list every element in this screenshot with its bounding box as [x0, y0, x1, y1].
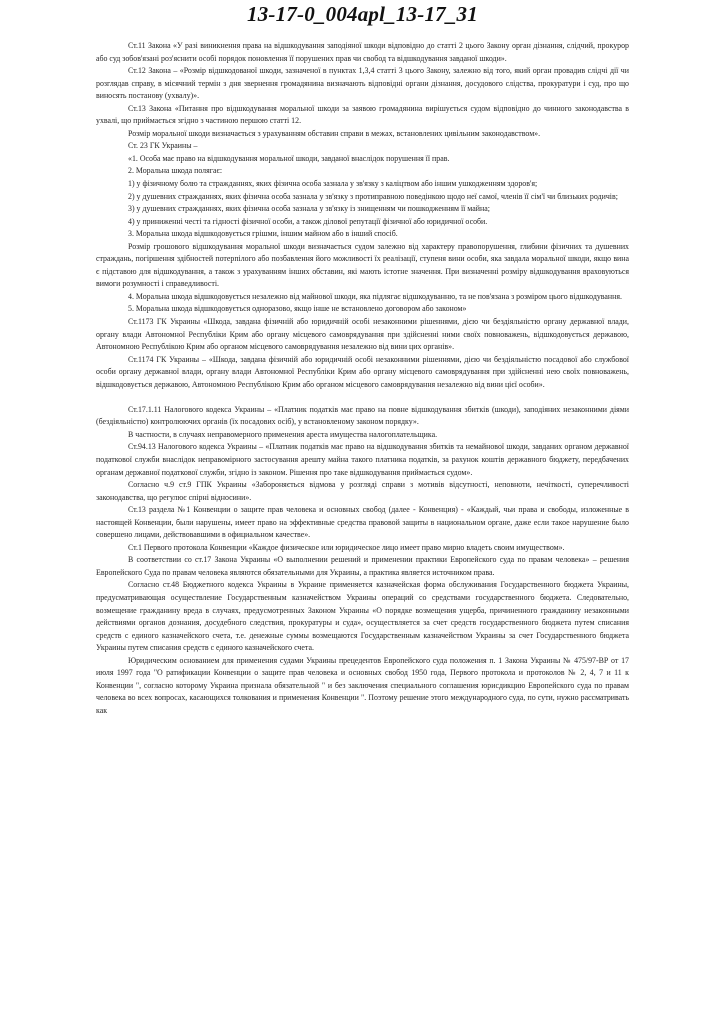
- paragraph: Согласно ч.9 ст.9 ГПК Украины «Забороняється відмова у розгляді справи з мотивів відсутності, неповноти, нечіткості, суперечливості законодавства, що регулює спірні відносини».: [96, 480, 629, 502]
- paragraph: 5. Моральна шкода відшкодовується одноразово, якщо інше не встановлено договором або законом»: [128, 304, 467, 314]
- paragraph: Ст.13 раздела №1 Конвенции о защите прав человека и основных свобод (далее - Конвенция) - «Каждый, чьи права и свободы, изложенные в настоящей Конвенции, были нарушены, имеет право на эффективные средства правовой защиты в национальном органе, даже если такое нарушение было совершено лицами, действовавшими в официальном качестве».: [96, 505, 629, 540]
- paragraph: 2) у душевних стражданнях, яких фізична особа зазнала у зв'язку з протиправною поведінкою щодо неї самої, членів її сім'ї чи близьких родичів;: [128, 191, 618, 201]
- paragraph: Ст.17.1.11 Налогового кодекса Украины – «Платник податків має право на повне відшкодування збитків (шкоди), заподіяних незаконними діями (бездіяльністю) контролюючих органів (їх посадових осіб), у встановленому законом порядку».: [96, 404, 629, 427]
- paragraph: Розмір грошового відшкодування моральної шкоди визначається судом залежно від характеру правопорушення, глибини фізичних та душевних страждань, погіршення здібностей потерпілого або позбавлення його можливості їх реалізації, ступеня вини особи, яка завдала моральної шкоди, якщо вина є підставою для відшкодування, а також з урахуванням інших обставин, які мають істотне значення. При визначенні розміру відшкодування враховуються вимоги розумності і справедливості.: [96, 241, 629, 289]
- paragraph: Юридическим основанием для применения судами Украины прецедентов Европейского суда положения п. 1 Закона Украины № 475/97-ВР от 17 июля 1997 года "О ратификации Конвенции о защите прав человека и основных свобод 1950 года, Первого протокола и протоколов № 2, 4, 7 и 11 к Конвенции ", согласно которому Украина признала обязательной " и без заключения специального соглашения юрисдикцию Европейского суда по правам человека во всех вопросах, касающихся толкования и применения Конвенции ". Поэтому решение этого международного суда, по сути, нужно рассматривать как: [96, 655, 629, 715]
- paragraph: Согласно ст.48 Бюджетного кодекса Украины в Украине применяется казначейская форма обслуживания Государственного бюджета Украины, предусматривающая осуществление Государственным казначейством Украины операций со средствами государственного бюджета. Следовательно, возмещение гражданину вреда в случаях, предусмотренных Законом Украины «О порядке возмещения ущерба, причиненного гражданину незаконными действиями органов дознания, досудебного следствия, прокуратуры и суда», осуществляется за счет средств государственного бюджета путем списания средств с единого казначейского счета, т.е. денежные суммы возмещаются Государственным казначейством Украины за счет Государственного бюджета Украины путем списания средств с единого казначейского счета.: [96, 580, 629, 653]
- paragraph: Розмір моральної шкоди визначається з урахуванням обставин справи в межах, встановлених цивільним законодавством».: [128, 128, 541, 138]
- paragraph: Ст.1174 ГК Украины – «Шкода, завдана фізичній або юридичній особі незаконними рішеннями, дією чи бездіяльністю посадової або службової особи органу державної влади, органу влади Автономної Республіки Крим або органу місцевого самоврядування при здійсненні нею своїх повноважень, відшкодовується державою, Автономною Республікою Крим або органом місцевого самоврядування незалежно від вини цієї особи».: [96, 354, 629, 389]
- paragraph: Ст.1173 ГК Украины «Шкода, завдана фізичній або юридичній особі незаконними рішеннями, дією чи бездіяльністю органу державної влади, органу влади Автономної Республіки Крим або органу місцевого самоврядування при здійсненні ними своїх повноважень, відшкодовується державою, Автономною Республікою Крим або органом місцевого самоврядування незалежно від вини цих органів».: [96, 317, 629, 352]
- paragraph: Ст.11 Закона «У разі виникнення права на відшкодування заподіяної шкоди відповідно до статті 2 цього Закону орган дізнання, слідчий, прокурор або суд зобов'язані роз'яснити особі порядок поновлення її порушених прав чи свобод та відшкодування завданої шкоди».: [96, 41, 629, 63]
- paragraph: Ст.94.13 Налогового кодекса Украины – «Платник податків має право на відшкодування збитків та немайнової шкоди, завданих органом державної податкової служби внаслідок неправомірного застосування арешту майна такого платника податків, за рахунок коштів державного бюджету, передбачених органам державної податкової служби, згідно із законом. Рішення про таке відшкодування приймається судом».: [96, 442, 629, 477]
- paragraph: Ст.12 Закона – «Розмір відшкодованої шкоди, зазначеної в пунктах 1,3,4 статті 3 цього Закону, залежно від того, який орган провадив слідчі дії чи розглядав справу, в місячний термін з дня звернення громадянина визначають відповідні органи дізнання, досудового слідства, прокуратури і суд, про що виносять постанову (ухвалу)».: [96, 66, 629, 101]
- paragraph: «1. Особа має право на відшкодування моральної шкоди, завданої внаслідок порушення її прав.: [128, 153, 450, 163]
- document-identifier-header: 13-17-0_004apl_13-17_31: [247, 2, 478, 26]
- paragraph: Ст.1 Первого протокола Конвенции «Каждое физическое или юридическое лицо имеет право мирно владеть своим имуществом».: [128, 542, 565, 552]
- paragraph: В соответствии со ст.17 Закона Украины «О выполнении решений и применении практики Европейского суда по правам человека» – решения Европейского Суда по правам человека являются обязательными для Украины, а практика является источником права.: [96, 555, 629, 577]
- paragraph: Ст. 23 ГК Украины –: [128, 141, 198, 151]
- paragraph: 3) у душевних стражданнях, яких фізична особа зазнала у зв'язку із знищенням чи пошкодженням її майна;: [128, 204, 490, 214]
- paragraph: 4. Моральна шкода відшкодовується незалежно від майнової шкоди, яка підлягає відшкодуванню, та не пов'язана з розміром цього відшкодування.: [128, 291, 622, 301]
- paragraph: 3. Моральна шкода відшкодовується грішми, іншим майном або в інший спосіб.: [128, 229, 398, 239]
- document-body: [96, 40, 629, 717]
- paragraph: В частности, в случаях неправомерного применения ареста имущества налогоплательщика.: [128, 429, 438, 439]
- paragraph: 4) у приниженні честі та гідності фізичної особи, а також ділової репутації фізичної або юридичної особи.: [128, 216, 488, 226]
- paragraph: 2. Моральна шкода полягає:: [128, 166, 223, 176]
- paragraph: Ст.13 Закона «Питання про відшкодування моральної шкоди за заявою громадянина вирішується судом відповідно до чинного законодавства в ухвалі, що приймається згідно з частиною першою статті 12.: [96, 103, 629, 126]
- paragraph: 1) у фізичному болю та стражданнях, яких фізична особа зазнала у зв'язку з каліцтвом або іншим ушкодженням здоров'я;: [128, 179, 538, 189]
